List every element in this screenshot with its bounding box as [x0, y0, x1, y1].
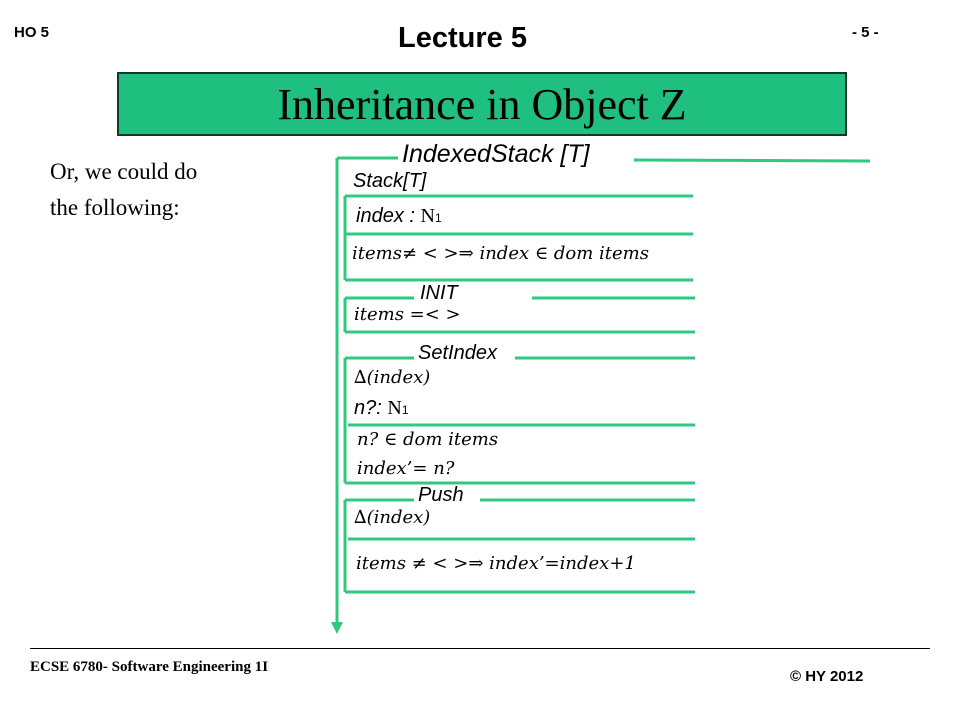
page-number: - 5 -: [852, 24, 879, 41]
setindex-precondition: n? ∈ dom items: [357, 429, 499, 450]
intro-line-1: Or, we could do: [50, 159, 198, 184]
schema-name: IndexedStack [T]: [402, 140, 590, 168]
course-name: ECSE 6780- Software Engineering 1I: [30, 659, 269, 675]
index-declaration: index : N1: [356, 205, 442, 227]
intro-line-2: the following:: [50, 195, 180, 220]
setindex-schema-name: SetIndex: [418, 342, 497, 364]
naturals-symbol: N: [420, 205, 435, 227]
push-schema-name: Push: [418, 484, 464, 506]
footer-divider: [30, 648, 930, 649]
init-schema-name: INIT: [420, 282, 458, 304]
setindex-postcondition: index’= n?: [357, 458, 455, 479]
lecture-heading: Lecture 5: [398, 22, 527, 54]
init-predicate: items =< >: [354, 304, 461, 325]
naturals-symbol: N: [387, 397, 402, 419]
copyright: © HY 2012: [790, 668, 864, 685]
inherited-schema: Stack[T]: [353, 170, 427, 192]
class-invariant: items≠ < >⇒ index ∈ dom items: [352, 243, 649, 264]
setindex-delta: ∆(index): [354, 367, 431, 388]
push-predicate: items ≠ < >⇒ index’=index+1: [356, 553, 636, 574]
handout-number: HO 5: [14, 24, 50, 41]
setindex-input-declaration: n?: N1: [354, 397, 409, 419]
slide-title: Inheritance in Object Z: [277, 79, 687, 129]
push-delta: ∆(index): [354, 507, 431, 528]
